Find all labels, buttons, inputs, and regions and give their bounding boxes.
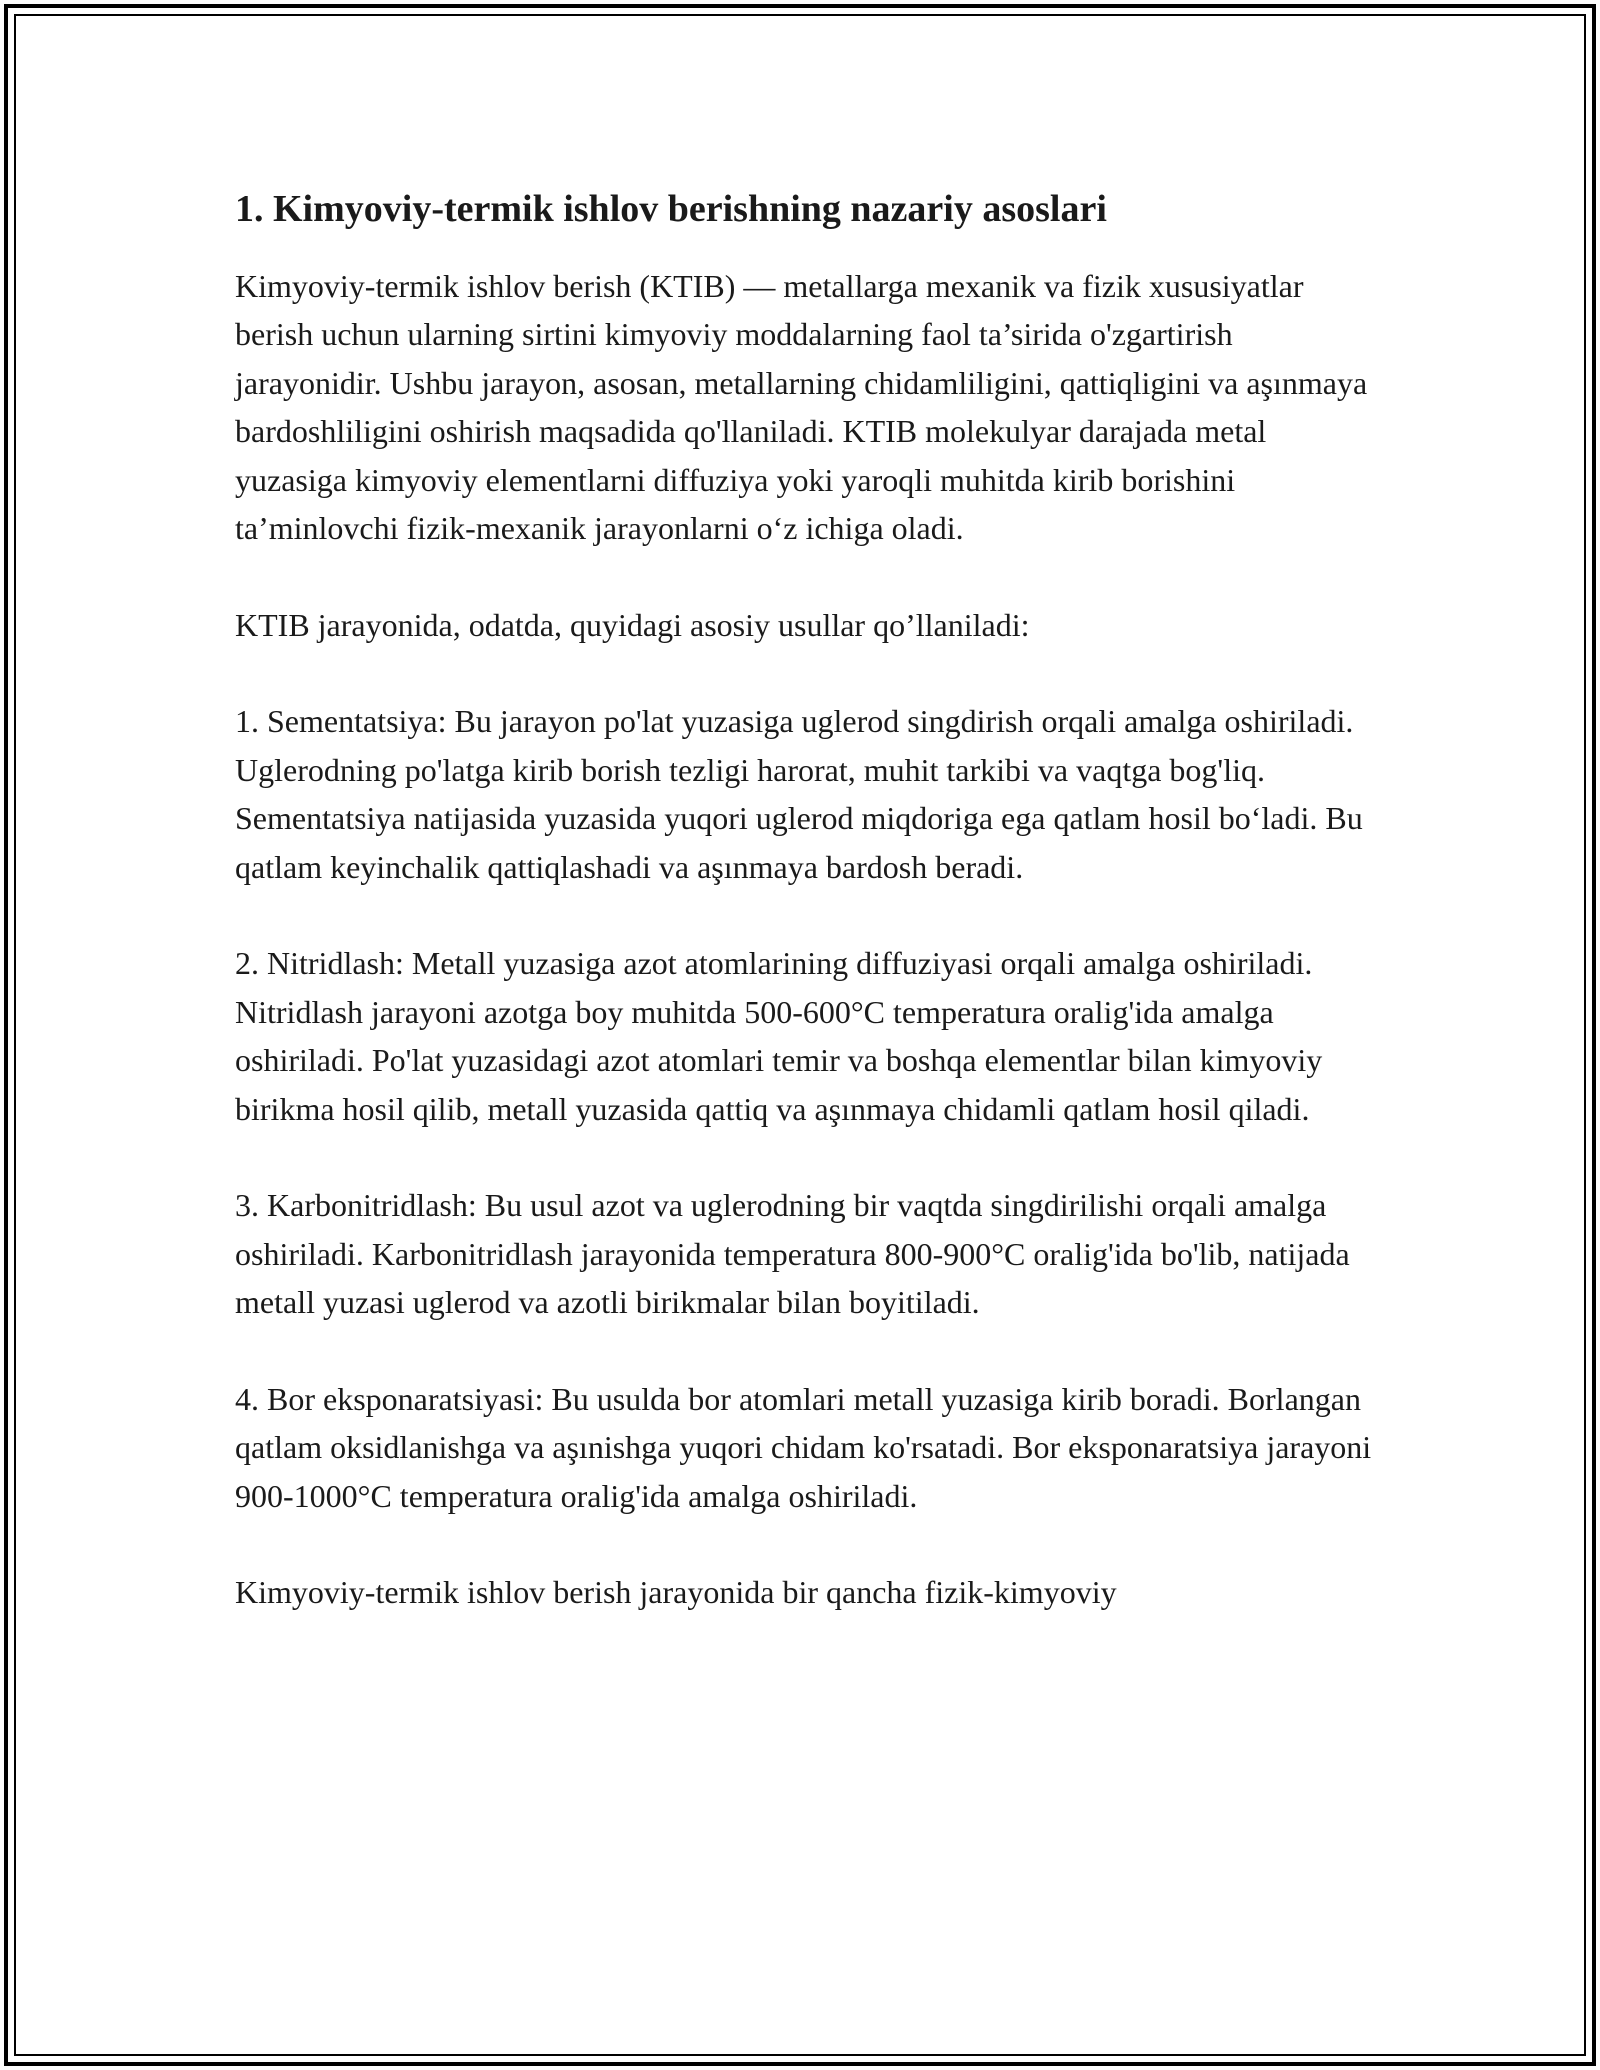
paragraph-boriding: 4. Bor eksponaratsiyasi: Bu usulda bor atomlari metall yuzasiga kirib boradi. Borlangan qatlam oksidlanishga va aşınishga yuqori chidam ko'rsatadi. Bor eksponaratsiya jarayoni 900-1000°C temperatura oralig'ida amalga oshiriladi.	[235, 1380, 1372, 1514]
document-body	[235, 186, 1375, 1665]
paragraph-carbonitriding: 3. Karbonitridlash: Bu usul azot va uglerodning bir vaqtda singdirilishi orqali amalga oshiriladi. Karbonitridlash jarayonida temperatura 800-900°C oralig'ida bo'lib, natijada metall yuzasi uglerod va azotli birikmalar bilan boyitiladi.	[235, 1187, 1350, 1320]
paragraph-intro: Kimyoviy-termik ishlov berish (KTIB) — metallarga mexanik va fizik xususiyatlar berish uchun ularning sirtini kimyoviy moddalarning faol ta’sirida o'zgartirish jarayonidir. Ushbu jarayon, asosan, metallarning chidamliligini, qattiqligini va aşınmaya bardoshliligini oshirish maqsadida qo'llaniladi. KTIB molekulyar darajada metal yuzasiga kimyoviy elementlarni diffuziya yoki yaroqli muhitda kirib borishini ta’minlovchi fizik-mexanik jarayonlarni o‘z ichiga oladi.	[235, 267, 1368, 546]
section-heading: 1. Kimyoviy-termik ishlov berishning nazariy asoslari	[235, 188, 1107, 230]
paragraph-nitriding: 2. Nitridlash: Metall yuzasiga azot atomlarining diffuziyasi orqali amalga oshiriladi. Nitridlash jarayoni azotga boy muhitda 500-600°C temperatura oralig'ida amalga oshiriladi. Po'lat yuzasidagi azot atomlari temir va boshqa elementlar bilan kimyoviy birikma hosil qilib, metall yuzasida qattiq va aşınmaya chidamli qatlam hosil qiladi.	[235, 945, 1323, 1127]
paragraph-closing: Kimyoviy-termik ishlov berish jarayonida bir qancha fizik-kimyoviy	[235, 1574, 1117, 1610]
paragraph-cementation: 1. Sementatsiya: Bu jarayon po'lat yuzasiga uglerod singdirish orqali amalga oshiriladi. Uglerodning po'latga kirib borish tezligi harorat, muhit tarkibi va vaqtga bog'liq. Sementatsiya natijasida yuzasida yuqori uglerod miqdoriga ega qatlam hosil bo‘ladi. Bu qatlam keyinchalik qattiqlashadi va aşınmaya bardosh beradi.	[235, 703, 1363, 885]
paragraph-methods-lead: KTIB jarayonida, odatda, quyidagi asosiy usullar qo’llaniladi:	[235, 606, 1030, 643]
